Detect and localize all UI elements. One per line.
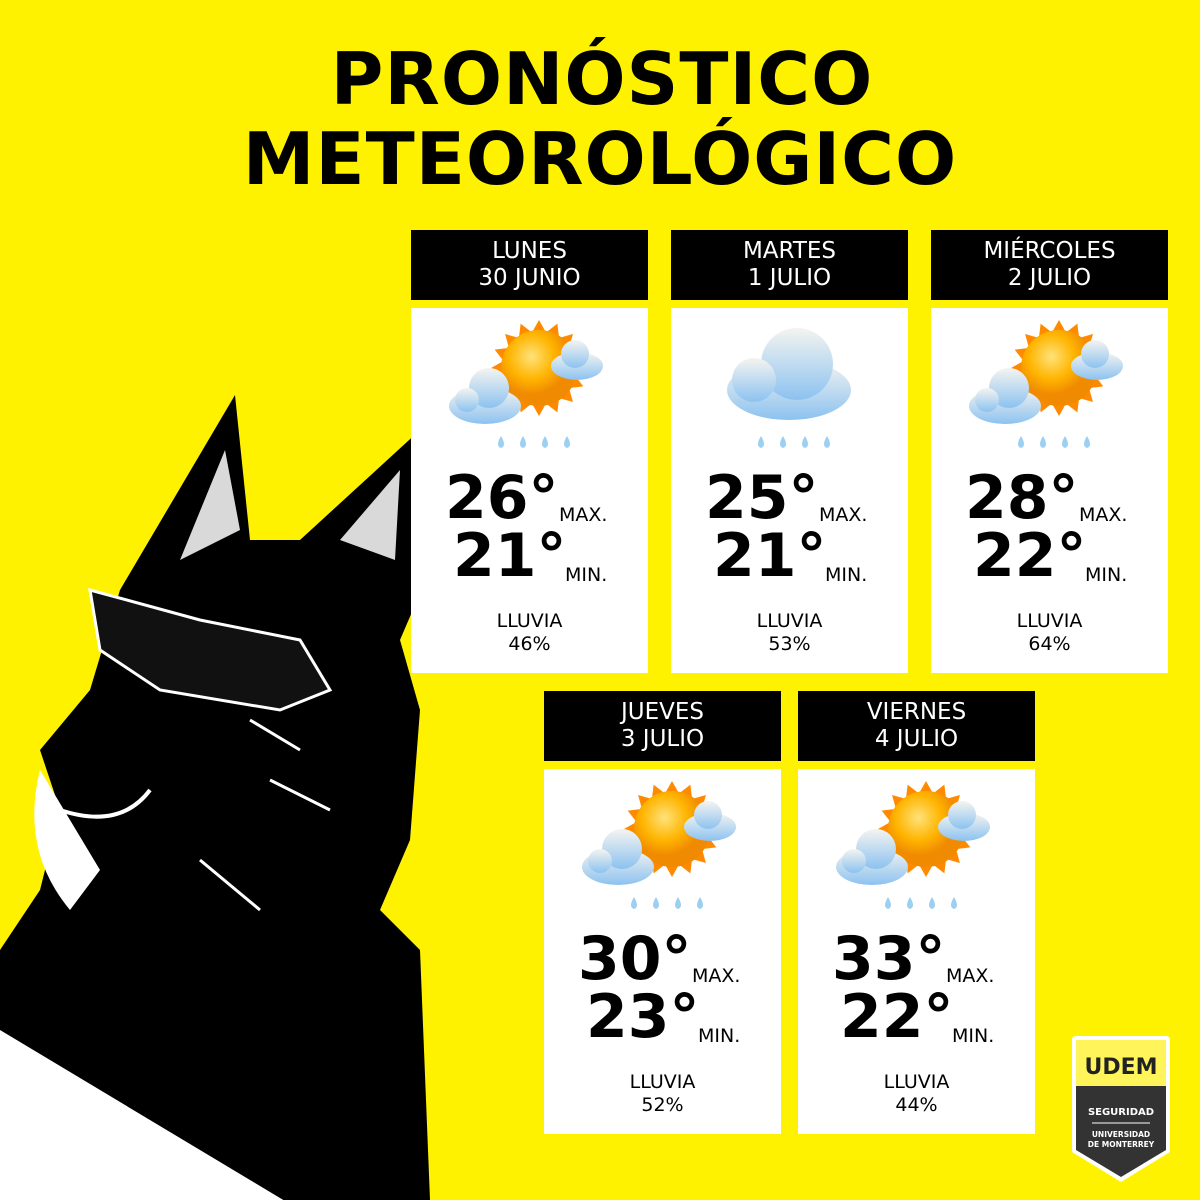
max-temp: 25° (705, 463, 819, 533)
day-name: MIÉRCOLES (983, 238, 1116, 264)
day-date: 2 JULIO (1007, 265, 1092, 291)
day-header (411, 230, 648, 300)
min-label: MIN. (825, 564, 868, 586)
logo-dept: SEGURIDAD (1087, 1107, 1155, 1118)
min-temp: 22° (973, 521, 1087, 591)
day-header (798, 691, 1035, 761)
forecast-card (544, 691, 781, 1134)
rain-chance (544, 1071, 781, 1117)
forecast-body (931, 308, 1168, 673)
rain-label: LLUVIA (756, 610, 823, 632)
forecast-body (411, 308, 648, 673)
sun-cloud-rain-icon (969, 318, 1129, 458)
sun-cloud-rain-icon (582, 779, 742, 919)
rain-chance (931, 610, 1168, 656)
title-line-2: METEOROLÓGICO (242, 117, 958, 201)
max-label: MAX. (559, 504, 608, 526)
logo-line-1: UNIVERSIDAD (1091, 1130, 1151, 1139)
day-date: 1 JULIO (747, 265, 832, 291)
rain-percent: 64% (1028, 633, 1071, 655)
day-name: LUNES (492, 238, 567, 264)
rain-label: LLUVIA (629, 1071, 696, 1093)
rain-label: LLUVIA (883, 1071, 950, 1093)
forecast-card (798, 691, 1035, 1134)
min-temp: 22° (840, 982, 954, 1052)
rain-chance (411, 610, 648, 656)
rain-label: LLUVIA (496, 610, 563, 632)
day-date: 4 JULIO (874, 726, 959, 752)
rain-percent: 46% (508, 633, 551, 655)
min-label: MIN. (565, 564, 608, 586)
min-label: MIN. (952, 1025, 995, 1047)
max-temp: 28° (965, 463, 1079, 533)
day-name: VIERNES (866, 699, 967, 725)
day-name: JUEVES (620, 699, 704, 725)
max-temp: 33° (832, 924, 946, 994)
sun-cloud-rain-icon (836, 779, 996, 919)
title-line-1: PRONÓSTICO (330, 37, 874, 121)
logo-brand: UDEM (1084, 1055, 1158, 1080)
rain-label: LLUVIA (1016, 610, 1083, 632)
logo-line-2: DE MONTERREY (1087, 1140, 1155, 1149)
max-label: MAX. (819, 504, 868, 526)
forecast-body (671, 308, 908, 673)
day-header (931, 230, 1168, 300)
min-label: MIN. (1085, 564, 1128, 586)
max-temp: 30° (578, 924, 692, 994)
min-label: MIN. (698, 1025, 741, 1047)
max-label: MAX. (692, 965, 741, 987)
day-header (671, 230, 908, 300)
forecast-body (544, 769, 781, 1134)
rain-chance (671, 610, 908, 656)
max-label: MAX. (946, 965, 995, 987)
rain-percent: 53% (768, 633, 811, 655)
day-date: 3 JULIO (620, 726, 705, 752)
forecast-card (931, 230, 1168, 673)
forecast-card (671, 230, 908, 673)
min-temp: 23° (586, 982, 700, 1052)
day-name: MARTES (742, 238, 837, 264)
rain-percent: 44% (895, 1094, 938, 1116)
forecast-card (411, 230, 648, 673)
forecast-body (798, 769, 1035, 1134)
sun-cloud-rain-icon (449, 318, 609, 458)
day-date: 30 JUNIO (478, 265, 581, 291)
cloud-rain-icon (709, 318, 869, 458)
min-temp: 21° (453, 521, 567, 591)
rain-chance (798, 1071, 1035, 1117)
rain-percent: 52% (641, 1094, 684, 1116)
udem-seguridad-logo (1068, 1034, 1174, 1184)
max-temp: 26° (445, 463, 559, 533)
min-temp: 21° (713, 521, 827, 591)
max-label: MAX. (1079, 504, 1128, 526)
day-header (544, 691, 781, 761)
